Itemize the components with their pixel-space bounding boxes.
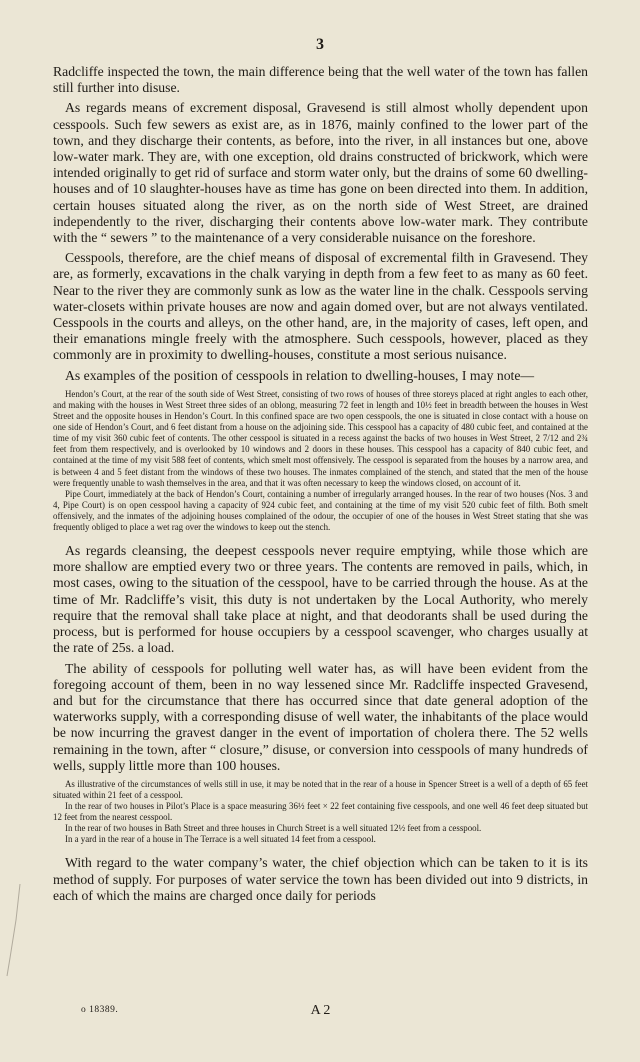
small-print-note: Hendon’s Court, at the rear of the south side of West Street, consisting of two rows of houses of three storeys placed at right angles to each other, and making with the houses in West Street three sides of an oblong, measuring 72 feet in length and 10½ feet in breadth between the houses in West Street and the opposite houses in Hendon’s Court. In this confined space are two open cesspools, the one is situated in close contact with a house on one side of Hendon’s Court, and 6 feet distant from a house on the adjoining side. This cesspool has a capacity of 480 cubic feet, and contained at the time of my visit 360 cubic feet of contents. The other cesspool is situated in a recess against the backs of two houses in West Street, 2 7/12 and 2¾ feet from them respectively, and is overlooked by 10 windows and 2 doors in these houses. This cesspool has a capacity of 840 cubic feet, and contained at the time of my visit 588 feet of contents, which smelt most offensively. The cesspool is separated from the houses by a narrow area, and is between 4 and 5 feet distant from the windows of these two houses. The inmates complained of the stench, and stated that the men of the house were frequently unable to wash themselves in the area, and that it was often necessary to keep the windows closed, on account of it. (53, 388, 588, 488)
signature-mark: A 2 (310, 1003, 331, 1018)
small-print-note: In the rear of two houses in Pilot’s Place is a space measuring 36½ feet × 22 feet containing five cesspools, and one well 46 feet deep situated but 12 feet from the nearest cesspool. (53, 801, 588, 823)
page-number: 3 (316, 36, 324, 53)
paragraph: Cesspools, therefore, are the chief means of disposal of excremental filth in Gravesend. They are, as formerly, excavations in the chalk varying in depth from a few feet to as many as 60 feet. Near to the river they are commonly sunk as low as the water line in the chalk. Cesspools serving water-closets within private houses are now and again domed over, but are not always ventilated. Cesspools in the courts and alleys, on the other hand, are, in the majority of cases, left open, and their emanations mingle freely with the atmosphere. Such cesspools, however, placed as they commonly are in proximity to dwelling-houses, constitute a most serious nuisance. (53, 250, 588, 363)
footnote-block (53, 779, 588, 846)
small-print-note: As illustrative of the circumstances of wells still in use, it may be noted that in the rear of a house in Spencer Street is a well of a depth of 65 feet situated within 21 feet of a cesspool. (53, 778, 588, 801)
pencil-margin-mark-icon (4, 880, 24, 980)
paragraph: The ability of cesspools for polluting well water has, as will have been evident from the foregoing account of them, been in no way lessened since Mr. Radcliffe inspected Gravesend, and but for the circumstance that there has occurred since that date general adoption of the waterworks supply, with a corresponding disuse of well water, the inhabitants of the place would be now incurring the gravest danger in the event of importation of cholera there. The 52 wells remaining in the town, after “ closure,” disuse, or conversion into cesspools of many hundreds of wells, supply little more than 100 houses. (53, 660, 588, 773)
small-print-note: Pipe Court, immediately at the back of Hendon’s Court, containing a number of irregularly arranged houses. In the rear of two houses (Nos. 3 and 4, Pipe Court) is on open cesspool having a capacity of 924 cubic feet, and containing at the time of my visit 520 cubic feet of filth. Both smelt offensively, and the inmates of the adjoining houses complained of the odour, the occupier of one of the houses in West Street stating that she was frequently obliged to place a wet rag over the windows to keep out the stench. (53, 488, 588, 532)
paragraph: As regards cleansing, the deepest cesspools never require emptying, while those which are more shallow are emptied every two or three years. The contents are removed in pails, which, in most cases, owing to the situation of the cesspool, have to be carried through the house. As at the time of Mr. Radcliffe’s visit, this duty is not undertaken by the Local Authority, who merely require that the removal shall take place at night, and that deodorants shall be used during the process, but is performed for house occupiers by a cesspool scavenger, who charges usually at the rate of 25s. a load. (53, 543, 588, 656)
paragraph: Radcliffe inspected the town, the main difference being that the well water of the town has fallen still further into disuse. (53, 64, 588, 96)
print-code: o 18389. (81, 1005, 119, 1015)
paragraph: As examples of the position of cesspools in relation to dwelling-houses, I may note— (65, 367, 535, 383)
paragraph: With regard to the water company’s water, the chief objection which can be taken to it is its method of supply. For purposes of water service the town has been divided out into 9 districts, in each of which the mains are charged once daily for periods (53, 855, 588, 903)
page-body (53, 64, 588, 908)
paragraph: As regards means of excrement disposal, Gravesend is still almost wholly dependent upon cesspools. Such few sewers as exist are, as in 1876, mainly confined to the lower part of the town, and they discharge their contents, as before, into the river, in all instances but one, above low-water mark. They are, with one exception, old drains constructed of brickwork, which were intended originally to get rid of surface and storm water only, but the drains of some 60 dwelling-houses and of 10 slaughter-houses have as time has gone on been directed into them. In addition, certain houses situated along the river, as on the north side of West Street, are drained independently to the river, discharging their contents above low-water mark. They contribute with the “ sewers ” to the maintenance of a very considerable nuisance on the foreshore. (53, 100, 588, 246)
small-print-note: In a yard in the rear of a house in The Terrace is a well situated 14 feet from a cesspool. (65, 834, 376, 845)
footnote-block (53, 389, 588, 533)
small-print-note: In the rear of two houses in Bath Street and three houses in Church Street is a well situated 12½ feet from a cesspool. (65, 823, 482, 834)
page-footer (53, 1003, 588, 1019)
